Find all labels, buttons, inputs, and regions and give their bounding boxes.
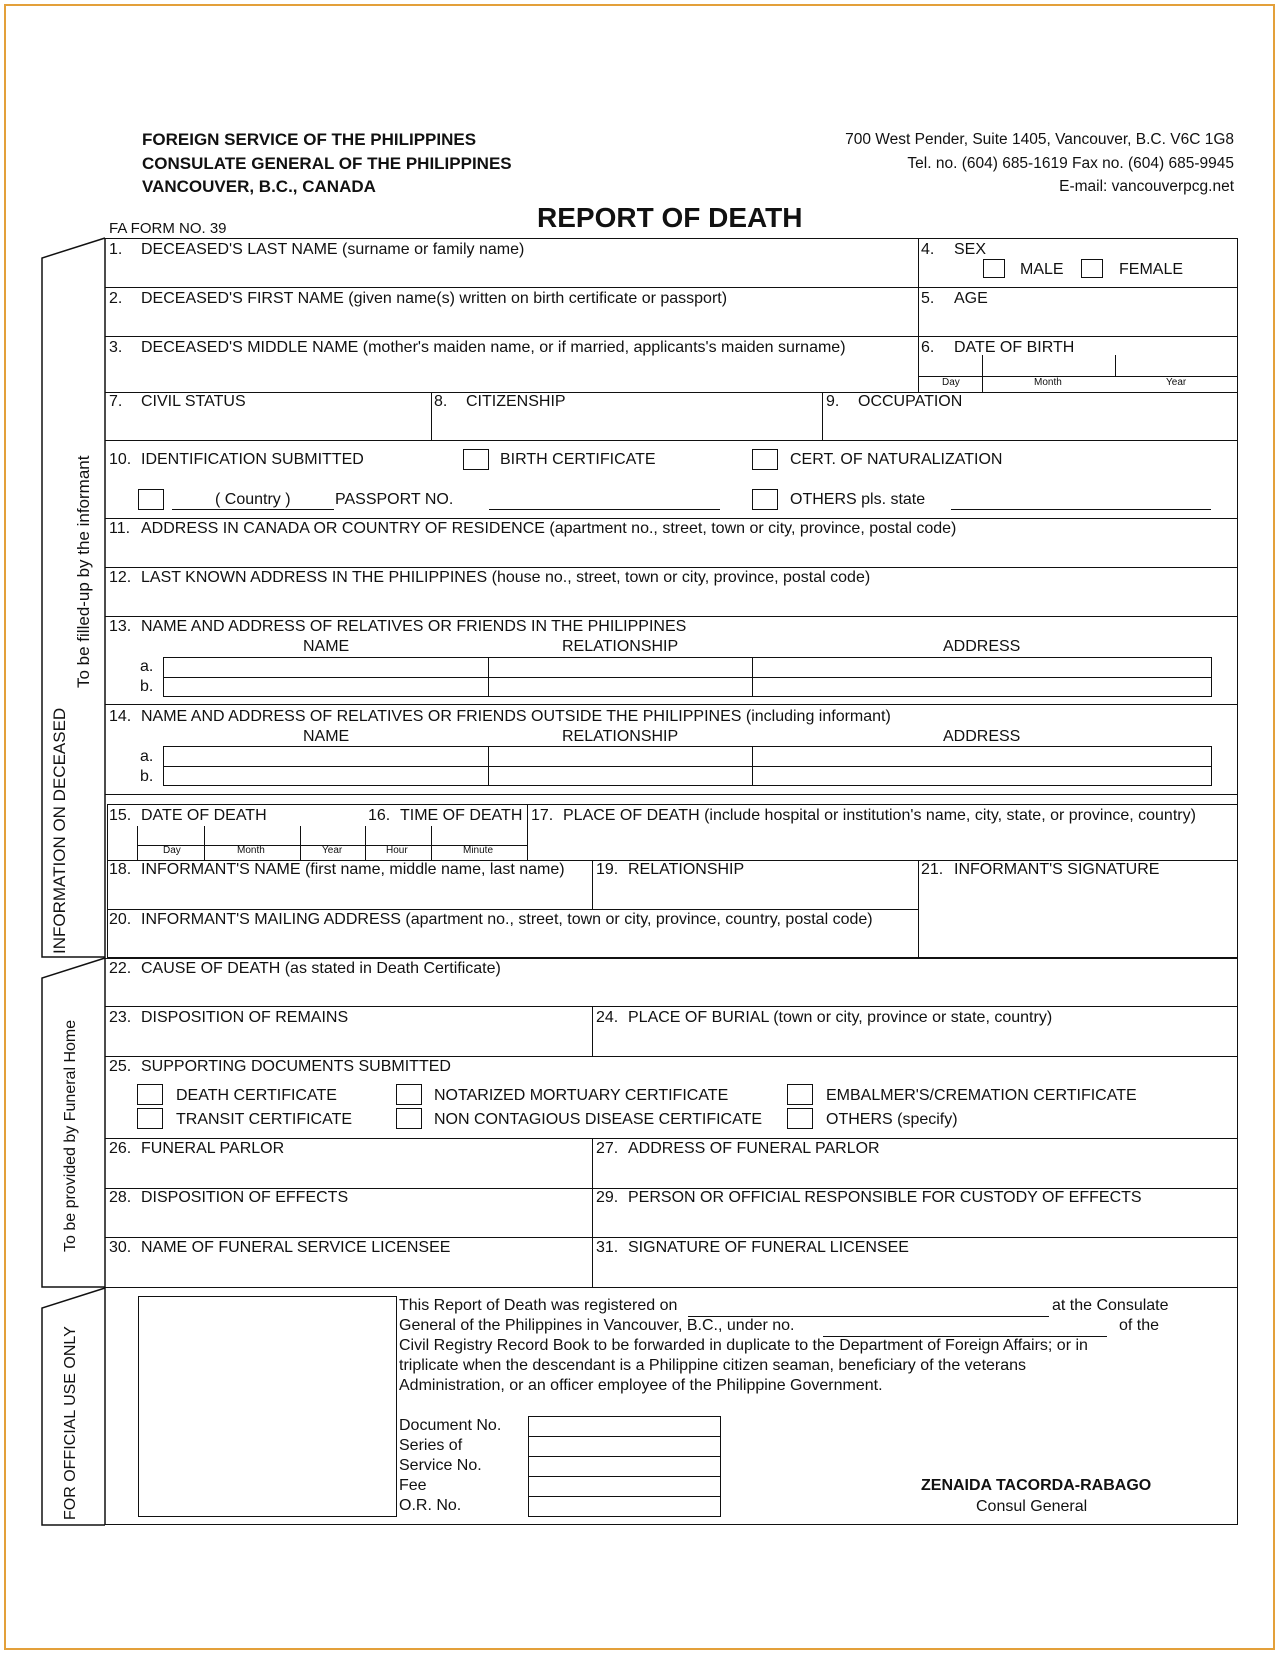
- side-label-info-deceased: INFORMATION ON DECEASED: [50, 707, 69, 954]
- field-last-name-label: DECEASED'S LAST NAME (surname or family name): [141, 241, 525, 258]
- embalmer-certificate-label: EMBALMER'S/CREMATION CERTIFICATE: [826, 1087, 1137, 1104]
- field-4-number: 4.: [921, 241, 935, 258]
- org-line-3: VANCOUVER, B.C., CANADA: [142, 177, 376, 196]
- field-licensee-name-label: NAME OF FUNERAL SERVICE LICENSEE: [141, 1239, 451, 1256]
- female-checkbox[interactable]: [1081, 259, 1103, 278]
- passport-label: PASSPORT NO.: [335, 491, 454, 508]
- informant-section: [107, 804, 1238, 958]
- field-25-number: 25.: [109, 1058, 132, 1075]
- field-23-number: 23.: [109, 1009, 132, 1026]
- field-first-name-label: DECEASED'S FIRST NAME (given name(s) written on birth certificate or passport): [141, 290, 728, 307]
- country-label: ( Country ): [215, 491, 291, 508]
- relatives-outside-address-header: ADDRESS: [943, 728, 1021, 745]
- field-informant-signature-label: INFORMANT'S SIGNATURE: [954, 861, 1160, 878]
- field-disposition-remains-label: DISPOSITION OF REMAINS: [141, 1009, 349, 1026]
- field-identification-label: IDENTIFICATION SUBMITTED: [141, 451, 364, 468]
- page-title: REPORT OF DEATH: [537, 202, 803, 233]
- field-2-number: 2.: [109, 290, 123, 307]
- relatives-ph-name-header: NAME: [303, 638, 350, 655]
- consulate-phone: Tel. no. (604) 685-1619 Fax no. (604) 685-9945: [907, 155, 1234, 172]
- field-civil-status-label: CIVIL STATUS: [141, 393, 246, 410]
- photo-box: [138, 1296, 397, 1517]
- field-10-number: 10.: [109, 451, 132, 468]
- official-record-table: [528, 1416, 721, 1517]
- form-number: FA FORM NO. 39: [109, 220, 227, 237]
- mortuary-certificate-label: NOTARIZED MORTUARY CERTIFICATE: [434, 1087, 729, 1104]
- field-1-number: 1.: [109, 241, 123, 258]
- non-contagious-label: NON CONTAGIOUS DISEASE CERTIFICATE: [434, 1111, 763, 1128]
- others-id-checkbox[interactable]: [752, 489, 778, 510]
- others-state-label: OTHERS pls. state: [790, 491, 926, 508]
- field-14-number: 14.: [109, 708, 132, 725]
- consulate-email: E-mail: vancouverpcg.net: [1059, 178, 1234, 195]
- field-11-number: 11.: [109, 520, 131, 537]
- fee-label: Fee: [399, 1477, 427, 1494]
- male-label: MALE: [1020, 261, 1064, 278]
- field-citizenship-label: CITIZENSHIP: [466, 393, 566, 410]
- passport-checkbox[interactable]: [138, 489, 164, 510]
- field-sex-label: SEX: [954, 241, 987, 258]
- others-doc-label: OTHERS (specify): [826, 1111, 958, 1128]
- official-text-of-the: of the: [1119, 1317, 1160, 1334]
- field-residence-address-label: ADDRESS IN CANADA OR COUNTRY OF RESIDENCE (apartment no., street, town or city, province, postal code): [141, 520, 957, 537]
- others-doc-checkbox[interactable]: [787, 1108, 813, 1129]
- field-27-number: 27.: [596, 1140, 619, 1157]
- others-state-line[interactable]: [951, 509, 1211, 510]
- side-label-informant: To be filled-up by the informant: [74, 455, 93, 688]
- field-cause-of-death-label: CAUSE OF DEATH (as stated in Death Certificate): [141, 960, 501, 977]
- official-text-registered: This Report of Death was registered on: [399, 1297, 678, 1314]
- field-19-number: 19.: [596, 861, 619, 878]
- field-17-number: 17.: [531, 807, 554, 824]
- dod-year-label: Year: [322, 845, 343, 856]
- field-ph-address-label: LAST KNOWN ADDRESS IN THE PHILIPPINES (house no., street, town or city, province, postal code): [141, 569, 871, 586]
- field-6-number: 6.: [921, 339, 935, 356]
- male-checkbox[interactable]: [983, 259, 1005, 278]
- dod-minute-label: Minute: [463, 845, 494, 856]
- dod-month-label: Month: [237, 845, 265, 856]
- field-31-number: 31.: [596, 1239, 619, 1256]
- field-30-number: 30.: [109, 1239, 132, 1256]
- field-dob-label: DATE OF BIRTH: [954, 339, 1075, 356]
- relatives-outside-name-header: NAME: [303, 728, 350, 745]
- field-13-number: 13.: [109, 618, 132, 635]
- official-text-at-consulate: at the Consulate: [1052, 1297, 1169, 1314]
- dob-year-label: Year: [1166, 377, 1187, 388]
- birth-certificate-checkbox[interactable]: [463, 449, 489, 470]
- field-15-number: 15.: [109, 807, 132, 824]
- embalmer-certificate-checkbox[interactable]: [787, 1084, 813, 1105]
- field-funeral-address-label: ADDRESS OF FUNERAL PARLOR: [628, 1140, 880, 1157]
- relatives-outside-row-b-label: b.: [140, 768, 154, 785]
- field-occupation-label: OCCUPATION: [858, 393, 963, 410]
- field-date-of-death-label: DATE OF DEATH: [141, 807, 267, 824]
- field-funeral-parlor-label: FUNERAL PARLOR: [141, 1140, 285, 1157]
- field-place-of-burial-label: PLACE OF BURIAL (town or city, province or state, country): [628, 1009, 1053, 1026]
- relatives-ph-address-header: ADDRESS: [943, 638, 1021, 655]
- or-no-label: O.R. No.: [399, 1497, 462, 1514]
- side-label-funeral-home: To be provided by Funeral Home: [62, 1019, 79, 1252]
- consulate-address: 700 West Pender, Suite 1405, Vancouver, B.C. V6C 1G8: [845, 131, 1234, 148]
- org-line-2: CONSULATE GENERAL OF THE PHILIPPINES: [142, 154, 512, 173]
- naturalization-label: CERT. OF NATURALIZATION: [790, 451, 1003, 468]
- side-label-official-use: FOR OFFICIAL USE ONLY: [62, 1326, 79, 1520]
- dod-hour-label: Hour: [386, 845, 408, 856]
- field-16-number: 16.: [368, 807, 391, 824]
- org-line-1: FOREIGN SERVICE OF THE PHILIPPINES: [142, 130, 477, 149]
- field-21-number: 21.: [921, 861, 944, 878]
- dob-month-label: Month: [1034, 377, 1062, 388]
- non-contagious-checkbox[interactable]: [396, 1108, 422, 1129]
- transit-certificate-checkbox[interactable]: [137, 1108, 163, 1129]
- field-24-number: 24.: [596, 1009, 619, 1026]
- birth-certificate-label: BIRTH CERTIFICATE: [500, 451, 656, 468]
- passport-number-line[interactable]: [489, 509, 720, 510]
- field-informant-address-label: INFORMANT'S MAILING ADDRESS (apartment no., street, town or city, province, country, postal code): [141, 911, 873, 928]
- field-22-number: 22.: [109, 960, 132, 977]
- series-of-label: Series of: [399, 1437, 463, 1454]
- field-7-number: 7.: [109, 393, 123, 410]
- mortuary-certificate-checkbox[interactable]: [396, 1084, 422, 1105]
- document-no-label: Document No.: [399, 1417, 502, 1434]
- field-time-of-death-label: TIME OF DEATH: [400, 807, 523, 824]
- field-disposition-effects-label: DISPOSITION OF EFFECTS: [141, 1189, 349, 1206]
- field-informant-name-label: INFORMANT'S NAME (first name, middle name, last name): [141, 861, 565, 878]
- relatives-ph-row-b-label: b.: [140, 678, 154, 695]
- relatives-outside-row-a-label: a.: [140, 748, 154, 765]
- field-28-number: 28.: [109, 1189, 132, 1206]
- dod-day-label: Day: [163, 845, 181, 856]
- relatives-outside-relationship-header: RELATIONSHIP: [562, 728, 679, 745]
- consul-title: Consul General: [976, 1498, 1088, 1515]
- field-place-of-death-label: PLACE OF DEATH (include hospital or institution's name, city, state, or province, country): [563, 807, 1196, 824]
- official-text-line-5: Administration, or an officer employee of the Philippine Government.: [399, 1377, 883, 1394]
- field-age-label: AGE: [954, 290, 988, 307]
- official-text-line-4: triplicate when the descendant is a Philippine citizen seaman, beneficiary of the veterans: [399, 1357, 1027, 1374]
- field-relationship-label: RELATIONSHIP: [628, 861, 745, 878]
- field-12-number: 12.: [109, 569, 132, 586]
- field-middle-name-label: DECEASED'S MIDDLE NAME (mother's maiden name, or if married, applicants's maiden surname): [141, 339, 846, 356]
- service-no-label: Service No.: [399, 1457, 482, 1474]
- field-26-number: 26.: [109, 1140, 132, 1157]
- relatives-ph-relationship-header: RELATIONSHIP: [562, 638, 679, 655]
- field-9-number: 9.: [826, 393, 840, 410]
- field-relatives-ph-label: NAME AND ADDRESS OF RELATIVES OR FRIENDS IN THE PHILIPPINES: [141, 618, 687, 635]
- field-8-number: 8.: [434, 393, 448, 410]
- death-certificate-checkbox[interactable]: [137, 1084, 163, 1105]
- transit-certificate-label: TRANSIT CERTIFICATE: [176, 1111, 353, 1128]
- naturalization-checkbox[interactable]: [752, 449, 778, 470]
- consul-name: ZENAIDA TACORDA-RABAGO: [921, 1477, 1152, 1494]
- field-3-number: 3.: [109, 339, 123, 356]
- field-29-number: 29.: [596, 1189, 619, 1206]
- field-relatives-outside-label: NAME AND ADDRESS OF RELATIVES OR FRIENDS OUTSIDE THE PHILIPPINES (including informant): [141, 708, 891, 725]
- field-18-number: 18.: [109, 861, 132, 878]
- death-certificate-label: DEATH CERTIFICATE: [176, 1087, 337, 1104]
- field-custody-effects-label: PERSON OR OFFICIAL RESPONSIBLE FOR CUSTODY OF EFFECTS: [628, 1189, 1142, 1206]
- dob-day-label: Day: [942, 377, 960, 388]
- field-5-number: 5.: [921, 290, 935, 307]
- official-text-general: General of the Philippines in Vancouver, B.C., under no.: [399, 1317, 795, 1334]
- official-text-line-3: Civil Registry Record Book to be forwarded in duplicate to the Department of Foreign Affairs; or in: [399, 1337, 1088, 1354]
- female-label: FEMALE: [1119, 261, 1184, 278]
- relatives-ph-row-a-label: a.: [140, 658, 154, 675]
- field-supporting-docs-label: SUPPORTING DOCUMENTS SUBMITTED: [141, 1058, 451, 1075]
- field-20-number: 20.: [109, 911, 132, 928]
- field-licensee-signature-label: SIGNATURE OF FUNERAL LICENSEE: [628, 1239, 909, 1256]
